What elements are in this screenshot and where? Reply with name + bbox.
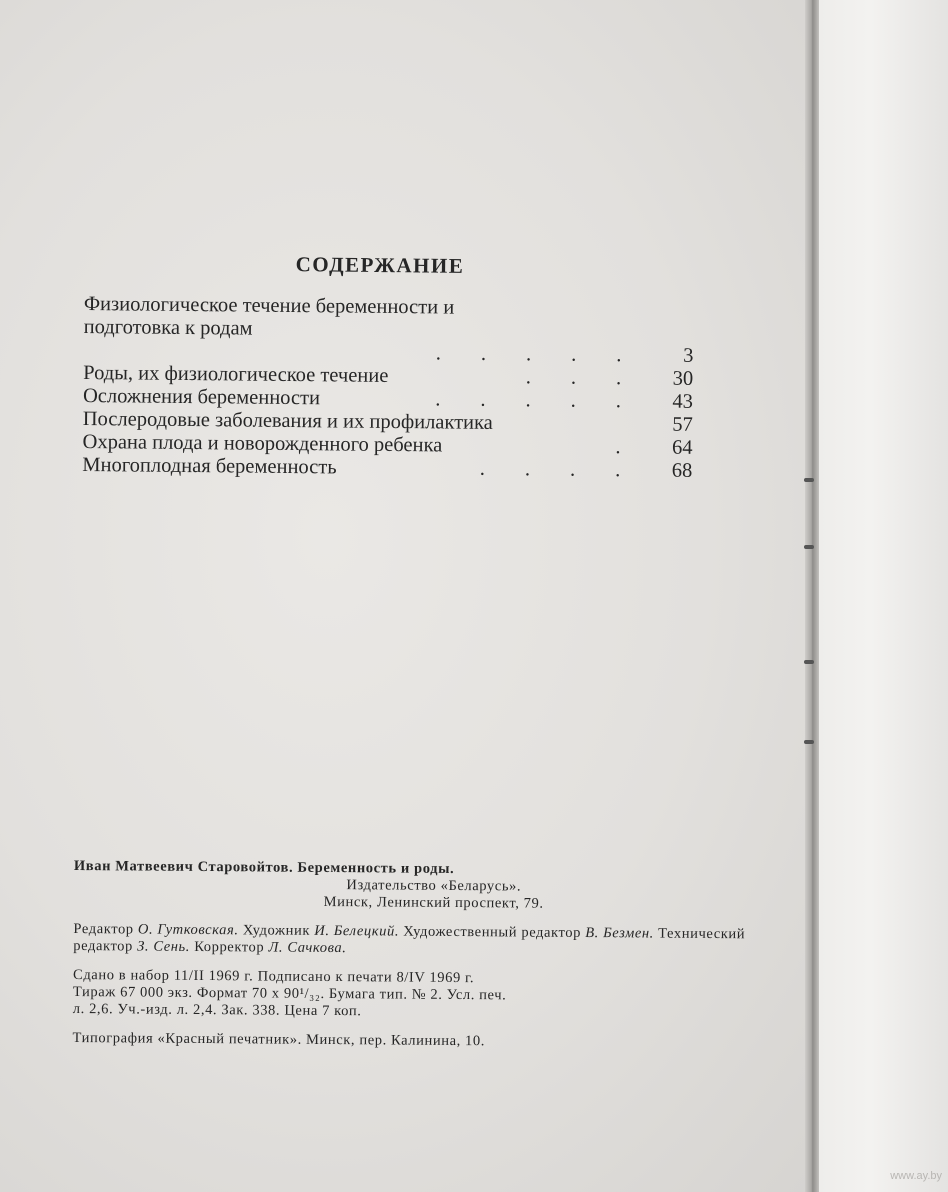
art-editor-label: Художественный редактор [403, 923, 582, 941]
imprint [73, 858, 754, 1052]
toc-entry-text: подготовка к родам [83, 315, 253, 340]
binding-stitch [804, 740, 814, 744]
toc-entry-text: Послеродовые заболевания и их профилактика [82, 407, 493, 434]
toc-leader-dots [493, 429, 667, 431]
toc-page-number: 3 [683, 344, 694, 367]
toc-entry [82, 454, 692, 483]
binding-stitch [804, 478, 814, 482]
editor-label: Редактор [73, 920, 134, 938]
toc-entry-text: Осложнения беременности [82, 384, 321, 410]
table-of-contents [82, 293, 694, 483]
toc-page-number: 68 [671, 459, 693, 482]
toc-leader-dots: ... [525, 366, 662, 390]
tech-editor-label: Технический редактор [73, 925, 746, 955]
print-details-line: л. 2,6. Уч.-изд. л. 2,4. Зак. 338. Цена 7 коп. [72, 1000, 362, 1020]
facing-page-edge [819, 0, 948, 1192]
print-details-line: Сдано в набор 11/II 1969 г. Подписано к печати 8/IV 1969 г. [73, 966, 475, 987]
proofreader-label: Корректор [194, 938, 265, 956]
binding-stitch [804, 545, 814, 549]
imprint-credits [73, 921, 753, 960]
book-spine [805, 0, 819, 1192]
editor-name: О. Гутковская. [137, 921, 239, 939]
toc-page-number: 57 [672, 413, 693, 436]
artist-name: И. Белецкий. [314, 922, 400, 940]
toc-leader-dots: ..... [435, 342, 662, 367]
watermark: www.ay.by [890, 1170, 942, 1182]
imprint-address: Минск, Ленинский проспект, 79. [323, 893, 544, 912]
toc-entry-text: Охрана плода и новорожденного ребенка [82, 430, 443, 457]
artist-label: Художник [242, 922, 311, 939]
toc-leader-dots: .... [479, 457, 661, 482]
toc-leader-dots: ..... [435, 388, 662, 413]
proofreader-name: Л. Сачкова. [268, 939, 347, 957]
imprint-publisher: Издательство «Беларусь». [346, 877, 522, 895]
imprint-print-details [73, 967, 753, 1023]
tech-editor-name: З. Сень. [137, 938, 191, 955]
print-details-line: Тираж 67 000 экз. Формат 70 x 90¹/₃₂. Бумага тип. № 2. Усл. печ. [72, 983, 507, 1004]
toc-entry-text: Многоплодная беременность [82, 453, 337, 479]
toc-leader-dots: . [615, 436, 661, 459]
toc-page-number: 64 [671, 436, 693, 459]
toc-page-number: 30 [672, 367, 694, 390]
toc-entry-text: Роды, их физиологическое течение [83, 361, 389, 387]
art-editor-name: В. Безмен. [585, 925, 655, 942]
toc-page-number: 43 [672, 390, 694, 413]
toc-entry-text: Физиологическое течение беременности и [83, 293, 455, 319]
toc-title: СОДЕРЖАНИЕ [295, 252, 465, 278]
imprint-author-title: Иван Матвеевич Старовойтов. Беременность и роды. [73, 858, 455, 877]
binding-stitch [804, 660, 814, 664]
imprint-printer: Типография «Красный печатник». Минск, пер. Калинина, 10. [72, 1029, 486, 1050]
